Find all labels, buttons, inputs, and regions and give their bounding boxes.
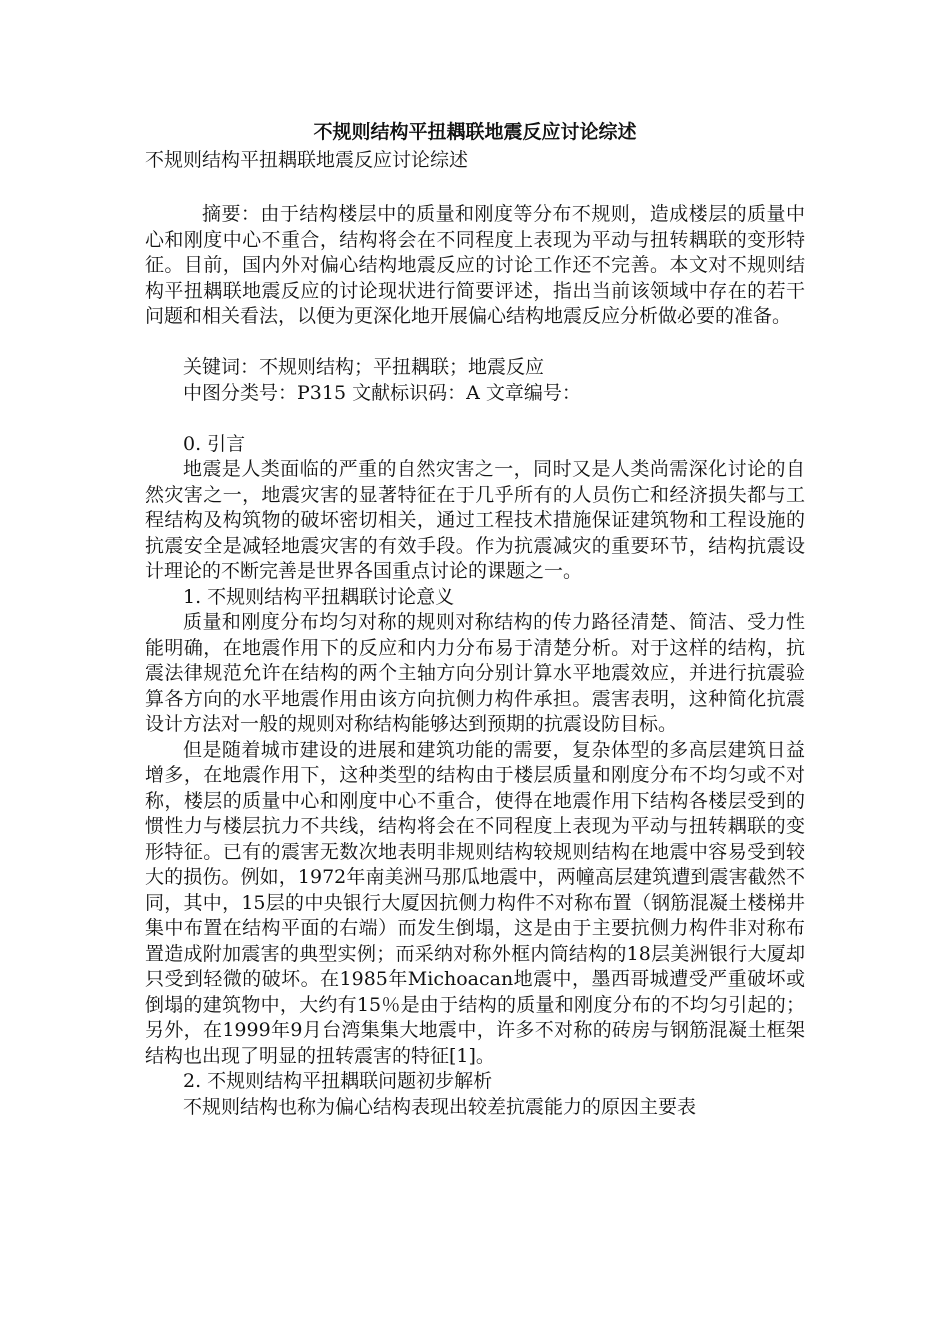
keywords-line: 关键词：不规则结构；平扭耦联；地震反应 [183,356,545,378]
significance-paragraph-1: 质量和刚度分布均匀对称的规则对称结构的传力路径清楚、简洁、受力性能明确，在地震作用下的反应和内力分布易于清楚分析。对于这样的结构，抗震法律规范允许在结构的两个主轴方向分别计算水平地震效应，并进行抗震验算各方向的水平地震作用由该方向抗侧力构件承担。震害表明，这种简化抗震设计方法对一般的规则对称结构能够达到预期的抗震设防目标。 [145,611,805,735]
classification-line: 中图分类号：P315 文献标识码：A 文章编号： [183,381,581,404]
analysis-paragraph: 不规则结构也称为偏心结构表现出较差抗震能力的原因主要表 [183,1095,697,1118]
significance-paragraph-2: 但是随着城市建设的进展和建筑功能的需要，复杂体型的多高层建筑日益增多，在地震作用下，这种类型的结构由于楼层质量和刚度分布不均匀或不对称，楼层的质量中心和刚度中心不重合，使得在地震作用下结构各楼层受到的惯性力与楼层抗力不共线，结构将会在不同程度上表现为平动与扭转耦联的变形特征。已有的震害无数次地表明非规则结构较规则结构在地震中容易受到较大的损伤。例如，1972年南美洲马那瓜地震中，两幢高层建筑遭到震害截然不同，其中，15层的中央银行大厦因抗侧力构件不对称布置（钢筋混凝土楼梯井集中布置在结构平面的右端）而发生倒塌，这是由于主要抗侧力构件非对称布置造成附加震害的典型实例；而采纳对称外框内筒结构的18层美洲银行大厦却只受到轻微的破坏。在1985年Michoacan地震中，墨西哥城遭受严重破坏或倒塌的建筑物中，大约有15％是由于结构的质量和刚度分布的不均匀引起的；另外，在1999年9月台湾集集大地震中，许多不对称的砖房与钢筋混凝土框架结构也出现了明显的扭转震害的特征[1]。 [145,738,805,1067]
intro-paragraph: 地震是人类面临的严重的自然灾害之一，同时又是人类尚需深化讨论的自然灾害之一，地震灾害的显著特征在于几乎所有的人员伤亡和经济损失都与工程结构及构筑物的破坏密切相关，通过工程技术措施保证建筑物和工程设施的抗震安全是减轻地震灾害的有效手段。作为抗震减灾的重要环节，结构抗震设计理论的不断完善是世界各国重点讨论的课题之一。 [145,458,805,582]
section-heading-analysis: 2. 不规则结构平扭耦联问题初步解析 [183,1070,493,1092]
section-heading-significance: 1. 不规则结构平扭耦联讨论意义 [183,585,455,608]
spacer [145,406,805,432]
document-page [145,118,805,1120]
section-heading-intro: 0. 引言 [183,432,246,455]
document-title: 不规则结构平扭耦联地震反应讨论综述 [313,121,637,143]
spacer [145,330,805,356]
document-subtitle: 不规则结构平扭耦联地震反应讨论综述 [145,149,469,171]
abstract-paragraph: 摘要：由于结构楼层中的质量和刚度等分布不规则，造成楼层的质量中心和刚度中心不重合，结构将会在不同程度上表现为平动与扭转耦联的变形特征。目前，国内外对偏心结构地震反应的讨论工作还不完善。本文对不规则结构平扭耦联地震反应的讨论现状进行简要评述，指出当前该领域中存在的若干问题和相关看法，以便为更深化地开展偏心结构地震反应分析做必要的准备。 [145,203,805,327]
